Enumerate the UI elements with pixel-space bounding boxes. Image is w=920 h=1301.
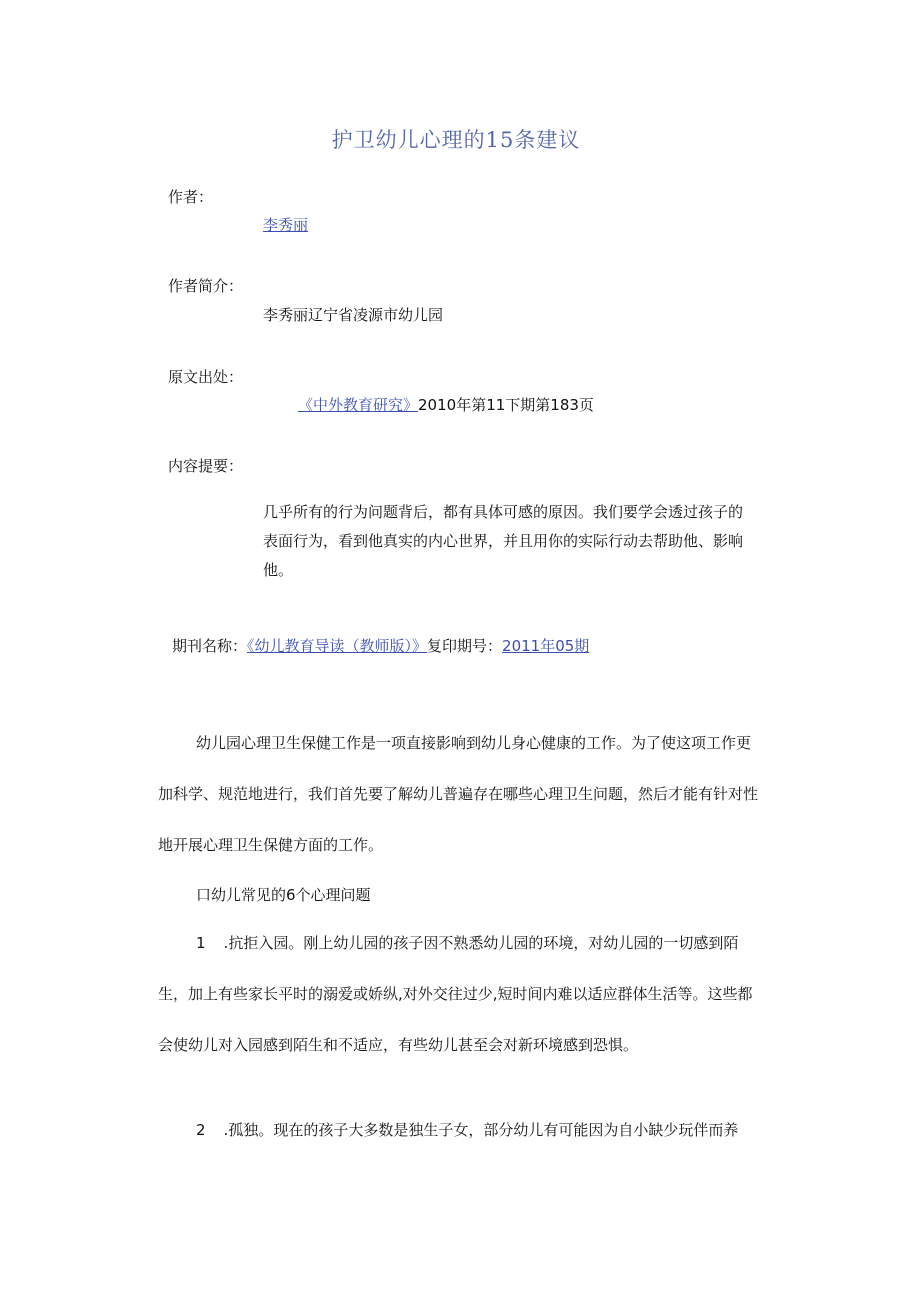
section-heading: 口幼儿常见的6个心理问题 — [196, 886, 371, 904]
item-1-text: .抗拒入园。刚上幼儿园的孩子因不熟悉幼儿园的环境，对幼儿园的一切感到陌生，加上有些家长平时的溺爱或娇纵,对外交往过少,短时间内难以适应群体生活等。这些都会使幼儿对入园感到陌生和不适应，有些幼儿甚至会对新环境感到恐惧。 — [158, 934, 753, 1054]
page-title: 护卫幼儿心理的15条建议 — [331, 128, 581, 152]
source-label: 原文出处： — [168, 368, 244, 386]
source-journal-link[interactable]: 《中外教育研究》 — [298, 396, 419, 414]
intro-paragraph — [158, 718, 758, 871]
source-issue-text: 2010年第11下期第183页 — [418, 396, 594, 414]
journal-line — [172, 635, 589, 656]
author-intro-label: 作者简介： — [168, 277, 244, 295]
author-label: 作者： — [168, 188, 214, 206]
source-line — [298, 394, 594, 415]
item-2-number: 2 — [196, 1121, 206, 1139]
item-1 — [158, 918, 758, 1071]
item-1-number: 1 — [196, 934, 206, 952]
item-2-text: .孤独。现在的孩子大多数是独生子女，部分幼儿有可能因为自小缺少玩伴而养 — [223, 1121, 739, 1139]
author-link[interactable]: 李秀丽 — [263, 216, 309, 234]
item-2 — [158, 1105, 758, 1156]
paragraph-1: 幼儿园心理卫生保健工作是一项直接影响到幼儿身心健康的工作。为了使这项工作更加科学、规范地进行，我们首先要了解幼儿普遍存在哪些心理卫生问题，然后才能有针对性地开展心理卫生保健方面的工作。 — [158, 734, 759, 854]
author-intro-value: 李秀丽辽宁省凌源市幼儿园 — [263, 306, 444, 324]
reprint-label: 复印期号： — [427, 637, 503, 655]
summary-text: 几乎所有的行为问题背后，都有具体可感的原因。我们要学会透过孩子的表面行为，看到他真实的内心世界，并且用你的实际行动去帮助他、影响他。 — [263, 503, 744, 579]
journal-label: 期刊名称： — [172, 637, 248, 655]
summary-label: 内容提要： — [168, 457, 244, 475]
journal-name-link[interactable]: 《幼儿教育导读（教师版）》 — [247, 637, 428, 655]
reprint-issue-link[interactable]: 2011年05期 — [502, 637, 590, 655]
